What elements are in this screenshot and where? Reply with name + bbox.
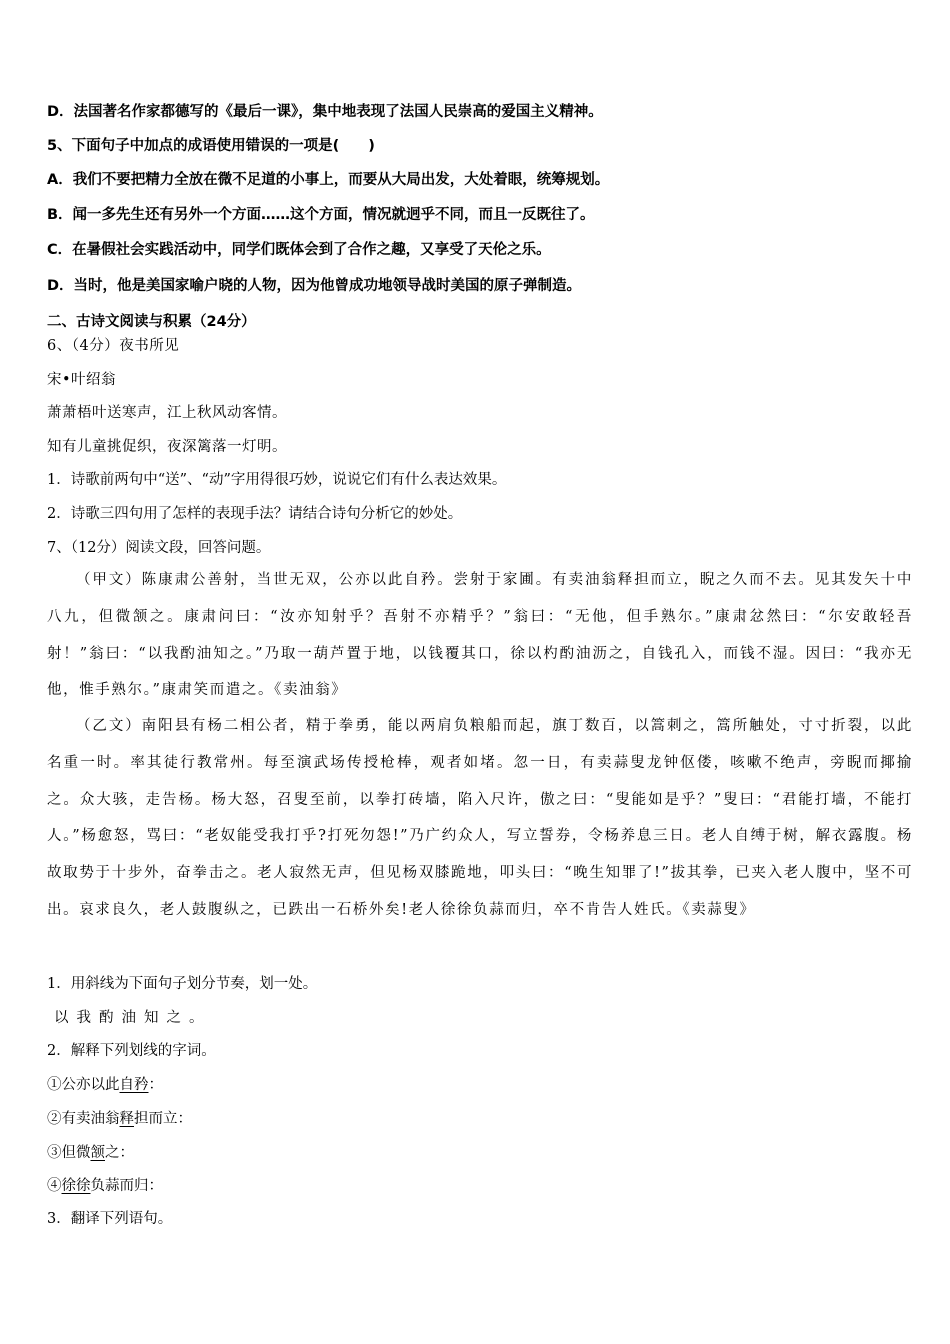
item-number: ①	[47, 1077, 62, 1093]
q5-option-c: C．在暑假社会实践活动中，同学们既体会到了合作之趣，又享受了天伦之乐。	[47, 242, 551, 258]
word-item: ②有卖油翁释担而立：	[47, 1111, 192, 1127]
passage-a: （甲文）陈康肃公善射，当世无双，公亦以此自矜。尝射于家圃。有卖油翁释担而立，睨之久而不去。见其发矢十中八九，但微颔之。康肃问曰：“汝亦知射乎？吾射不亦精乎？”翁曰：“无他，但手熟尔。”康肃忿然曰：“尔安敢轻吾射！”翁曰：“以我酌油知之。”乃取一葫芦置于地，以钱覆其口，徐以杓酌油沥之，自钱孔入，而钱不湿。因曰：“我亦无他，惟手熟尔。”康肃笑而遣之。《卖油翁》	[47, 572, 913, 699]
item-number: ②	[47, 1111, 62, 1127]
q7-heading: 7、（12分）阅读文段，回答问题。	[47, 540, 271, 556]
q6-question-1: 1．诗歌前两句中“送”、“动”字用得很巧妙，说说它们有什么表达效果。	[47, 472, 507, 488]
underlined-word: 释	[119, 1111, 134, 1127]
rhythm-sentence: 以我酌油知之。	[54, 1010, 212, 1026]
poem-line: 萧萧梧叶送寒声，江上秋风动客情。	[47, 405, 287, 421]
q6-question-2: 2．诗歌三四句用了怎样的表现手法？请结合诗句分析它的妙处。	[47, 506, 463, 522]
q4-option-d: D．法国著名作家都德写的《最后一课》，集中地表现了法国人民崇高的爱国主义精神。	[47, 104, 603, 120]
passage-b: （乙文）南阳县有杨二相公者，精于拳勇，能以两肩负粮船而起，旗丁数百，以篙刺之，篙所触处，寸寸折裂，以此名重一时。率其徒行教常州。每至演武场传授枪棒，观者如堵。忽一日，有卖蒜叟龙钟伛偻，咳嗽不绝声，旁睨而揶揄之。众大骇，走告杨。杨大怒，召叟至前，以拳打砖墙，陷入尺许，傲之曰：“叟能如是乎？”叟曰：“君能打墙，不能打人。”杨愈怒，骂曰：“老奴能受我打乎?打死勿怨!”乃广约众人，写立誓券，令杨养息三日。老人自缚于树，解衣露腹。杨故取势于十步外，奋拳击之。老人寂然无声，但见杨双膝跪地，叩头曰：“晚生知罪了!”拔其拳，已夹入老人腹中，坚不可出。哀求良久，老人鼓腹纵之，已跌出一石桥外矣!老人徐徐负蒜而归，卒不肯告人姓氏。《卖蒜叟》	[47, 718, 913, 918]
word-item: ④徐徐负蒜而归：	[47, 1178, 163, 1194]
word-item: ①公亦以此自矜：	[47, 1077, 163, 1093]
q5-option-d: D．当时，他是美国家喻户晓的人物，因为他曾成功地领导战时美国的原子弹制造。	[47, 278, 582, 294]
q6-heading: 6、（4分）夜书所见	[47, 338, 180, 354]
item-number: ④	[47, 1178, 62, 1194]
q7-sub-1: 1．用斜线为下面句子划分节奏，划一处。	[47, 976, 318, 992]
q7-sub-3: 3．翻译下列语句。	[47, 1211, 173, 1227]
q5-option-b: B．闻一多先生还有另外一个方面……这个方面，情况就迥乎不同，而且一反既往了。	[47, 207, 595, 223]
underlined-word: 自矜	[119, 1077, 149, 1093]
q7-sub-2: 2．解释下列划线的字词。	[47, 1043, 216, 1059]
q5-stem: 5、下面句子中加点的成语使用错误的一项是( )	[47, 138, 375, 154]
word-item: ③但微颔之：	[47, 1145, 134, 1161]
poem-line: 知有儿童挑促织，夜深篱落一灯明。	[47, 439, 287, 455]
underlined-word: 颔	[90, 1145, 105, 1161]
q5-option-a: A．我们不要把精力全放在微不足道的小事上，而要从大局出发，大处着眼，统筹规划。	[47, 172, 610, 188]
poem-author: 宋•叶绍翁	[47, 372, 117, 388]
item-number: ③	[47, 1145, 62, 1161]
section-title: 二、古诗文阅读与积累（24分）	[47, 314, 256, 330]
underlined-word: 徐徐	[61, 1178, 91, 1194]
